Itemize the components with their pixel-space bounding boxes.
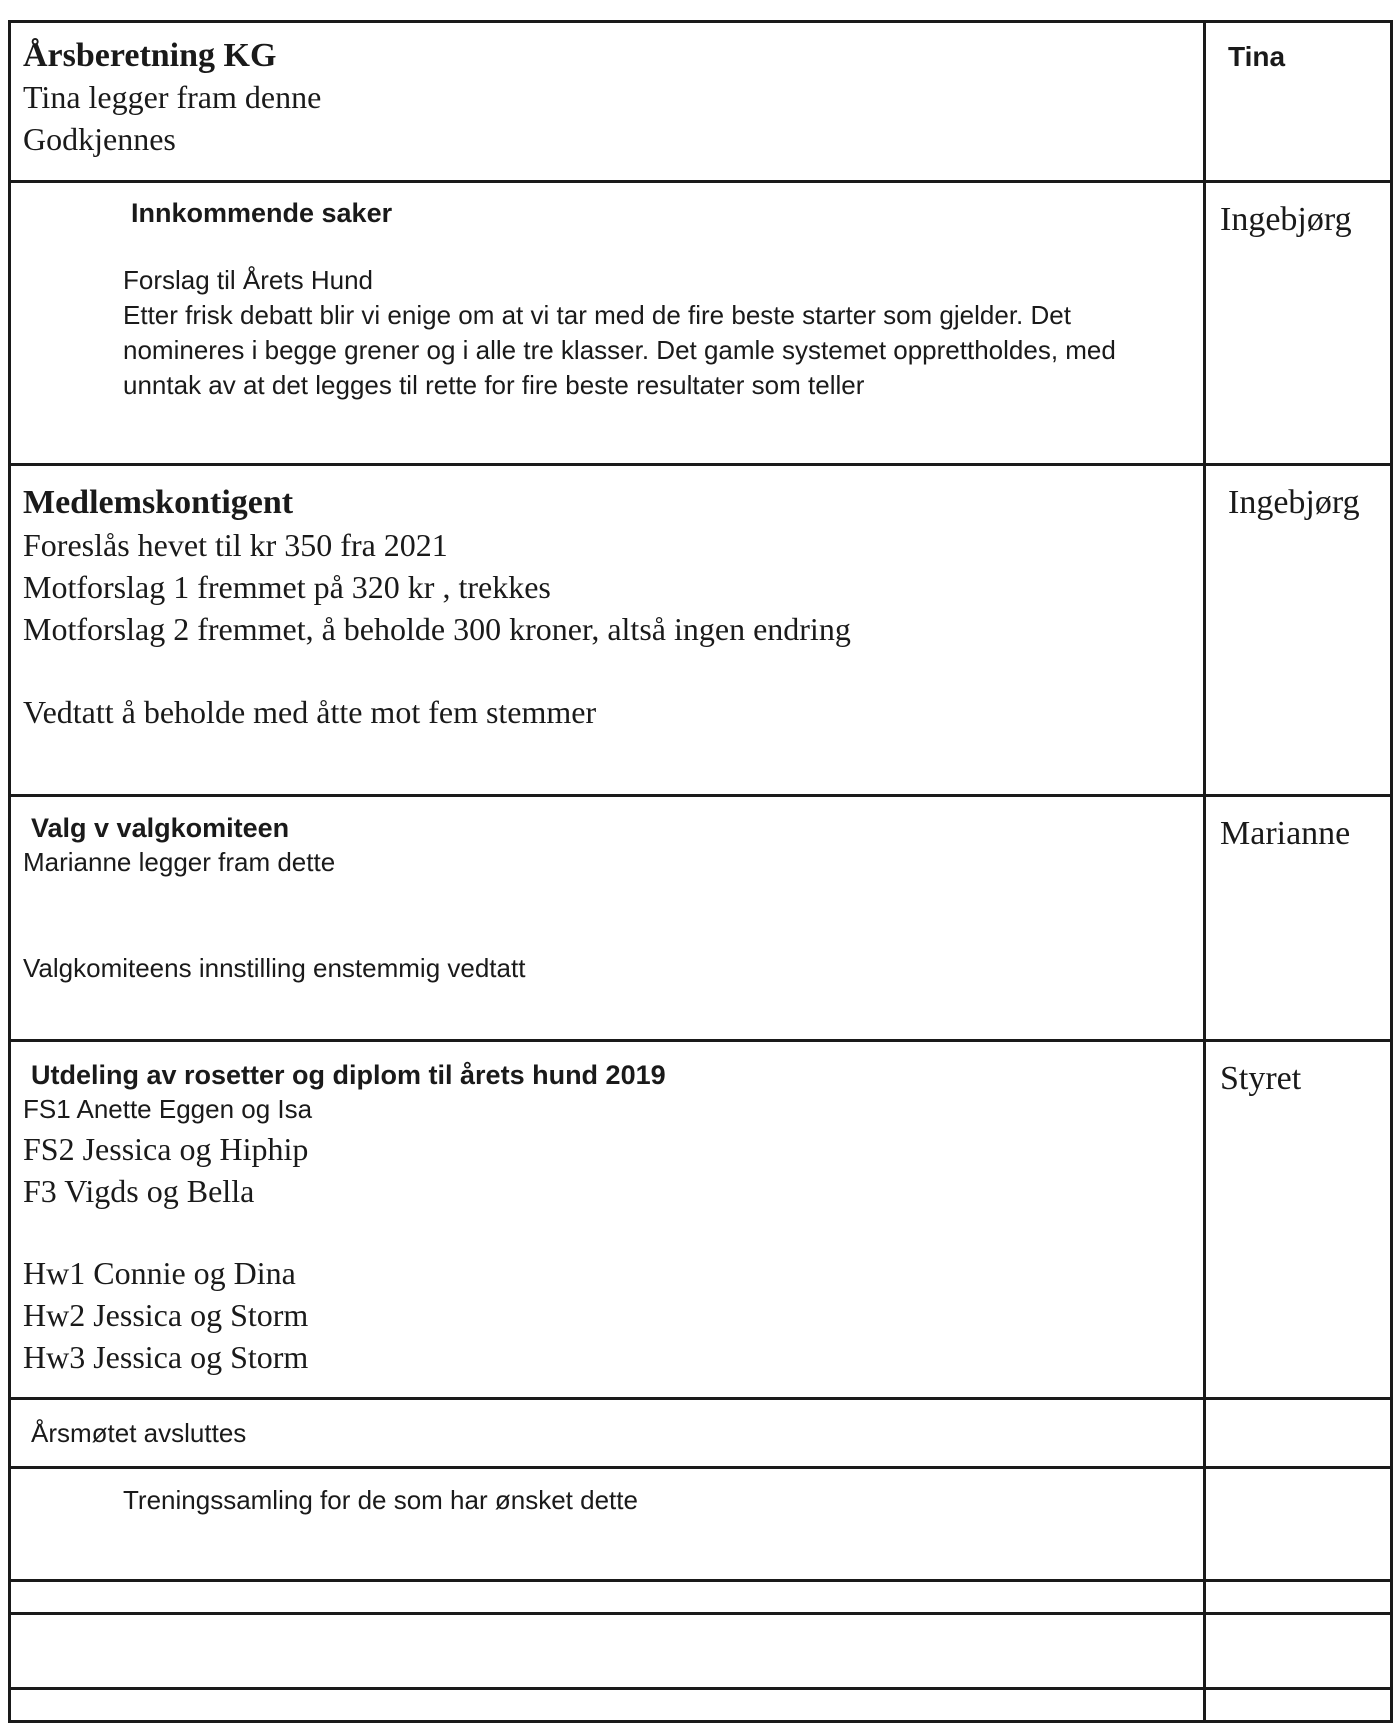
item-title: Innkommende saker <box>131 198 393 228</box>
agenda-item-cell <box>10 1468 1205 1581</box>
item-title: Valg v valgkomiteen <box>31 813 290 843</box>
item-line: FS1 Anette Eggen og Isa <box>23 1094 313 1124</box>
responsible-name: Ingebjørg <box>1228 484 1360 521</box>
item-title: Utdeling av rosetter og diplom til årets hund 2019 <box>31 1060 666 1090</box>
item-line: Motforslag 1 fremmet på 320 kr , trekkes <box>23 569 551 605</box>
item-line: Motforslag 2 fremmet, å beholde 300 kroner, altså ingen endring <box>23 611 851 647</box>
agenda-row <box>10 1468 1392 1581</box>
agenda-row <box>10 796 1392 1041</box>
item-title: Årsmøtet avsluttes <box>31 1418 247 1448</box>
item-line: Hw2 Jessica og Storm <box>23 1297 309 1333</box>
item-line: F3 Vigds og Bella <box>23 1173 255 1209</box>
agenda-row <box>10 182 1392 465</box>
item-title: Årsberetning KG <box>23 37 277 74</box>
empty-cell <box>10 1689 1205 1722</box>
item-subtitle: Forslag til Årets Hund <box>123 265 373 295</box>
responsible-name: Marianne <box>1220 815 1351 852</box>
item-line: FS2 Jessica og Hiphip <box>23 1131 309 1167</box>
agenda-item-cell <box>10 1041 1205 1399</box>
responsible-cell <box>1205 1468 1392 1581</box>
agenda-row <box>10 22 1392 182</box>
item-line: Hw1 Connie og Dina <box>23 1255 296 1291</box>
item-line: Foreslås hevet til kr 350 fra 2021 <box>23 527 448 563</box>
responsible-cell <box>1205 1041 1392 1399</box>
empty-cell <box>1205 1689 1392 1722</box>
item-title: Treningssamling for de som har ønsket dette <box>123 1485 638 1515</box>
item-line: Godkjennes <box>23 121 176 157</box>
empty-row <box>10 1581 1392 1614</box>
responsible-cell <box>1205 465 1392 796</box>
agenda-item-cell <box>10 465 1205 796</box>
empty-cell <box>1205 1614 1392 1689</box>
responsible-cell <box>1205 796 1392 1041</box>
responsible-name: Tina <box>1228 41 1286 72</box>
agenda-item-cell <box>10 182 1205 465</box>
empty-row <box>10 1614 1392 1689</box>
responsible-cell <box>1205 1399 1392 1468</box>
responsible-name: Ingebjørg <box>1220 201 1352 238</box>
empty-cell <box>1205 1581 1392 1614</box>
item-decision: Valgkomiteens innstilling enstemmig vedtatt <box>23 953 526 983</box>
agenda-row <box>10 465 1392 796</box>
agenda-item-cell <box>10 796 1205 1041</box>
item-line: Hw3 Jessica og Storm <box>23 1339 309 1375</box>
item-line: Marianne legger fram dette <box>23 847 336 877</box>
responsible-cell <box>1205 182 1392 465</box>
item-decision: Vedtatt å beholde med åtte mot fem stemmer <box>23 694 597 730</box>
empty-row <box>10 1689 1392 1722</box>
agenda-row <box>10 1399 1392 1468</box>
agenda-row <box>10 1041 1392 1399</box>
agenda-table <box>8 20 1393 1723</box>
agenda-item-cell <box>10 22 1205 182</box>
agenda-item-cell <box>10 1399 1205 1468</box>
empty-cell <box>10 1614 1205 1689</box>
item-title: Medlemskontigent <box>23 484 294 521</box>
item-line: Tina legger fram denne <box>23 79 322 115</box>
responsible-cell <box>1205 22 1392 182</box>
responsible-name: Styret <box>1220 1060 1302 1097</box>
item-paragraph: Etter frisk debatt blir vi enige om at vi tar med de fire beste starter som gjelder. Det nomineres i begge grener og i alle tre klasser. Det gamle systemet opprettholdes, med unntak av at det legges til rette for fire beste resultater som teller <box>123 300 1116 400</box>
empty-cell <box>10 1581 1205 1614</box>
